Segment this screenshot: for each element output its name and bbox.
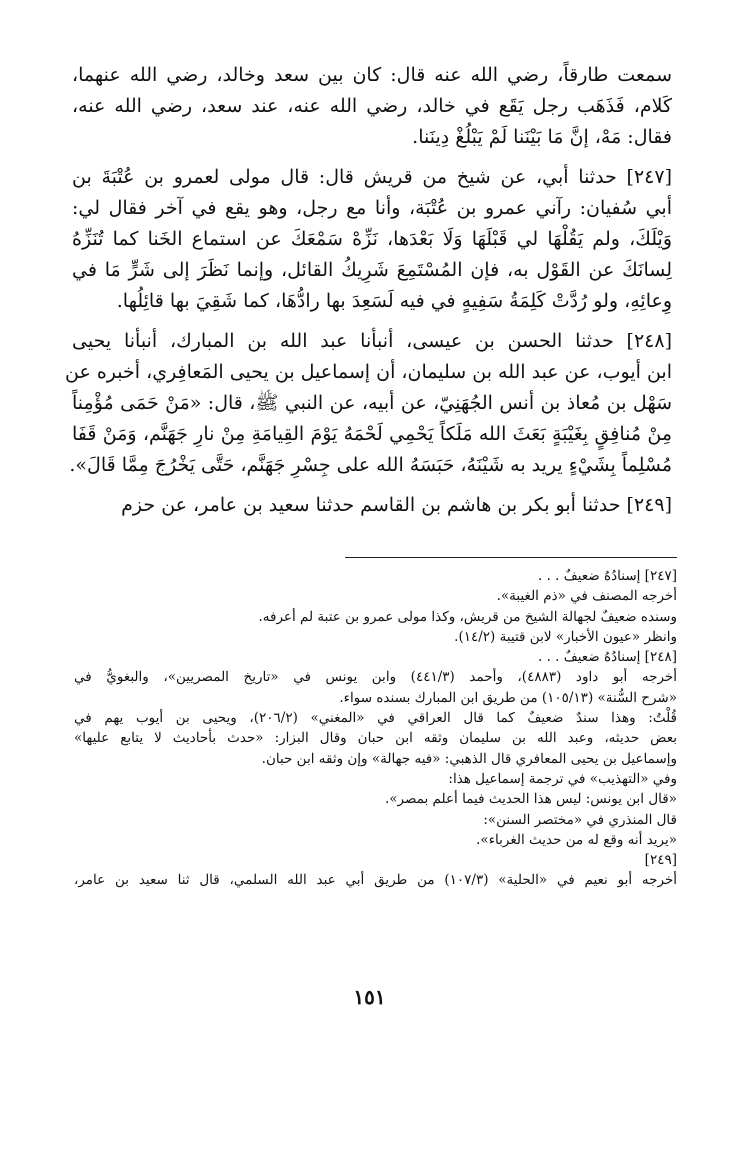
text-line: [٢٤٧] حدثنا أبي، عن شيخ من قريش قال: قال مولى لعمرو بن عُتْبَةَ بن	[72, 166, 672, 188]
footnote-line: [٢٤٨] إسنادُهُ ضعيفٌ . . .	[537, 649, 677, 666]
paragraph-1	[72, 60, 672, 153]
text-line: كَلام، فَذَهَب رجل يَقَع في خالد، رضي الله عنه، عند سعد، رضي الله عنه،	[72, 95, 672, 117]
text-line: مِنْ مُنافِقٍ بِغَيْبَةٍ بَعَثَ الله مَلَكاً يَحْمِي لَحْمَهُ يَوْمَ القِيامَةِ مِنْ نارِ جَهَنَّم، وَمَنْ قَفَا	[72, 423, 672, 445]
text-line: أبي سُفيان: رآني عمرو بن عُتْبَة، وأنا مع رجل، وهو يقع في آخر فقال لي:	[72, 197, 672, 219]
footnote-line: قال المنذري في «مختصر السنن»:	[483, 811, 677, 828]
footnote-divider	[345, 557, 677, 558]
footnote-line: وسنده ضعيفٌ لجهالة الشيخ من قريش، وكذا مولى عمرو بن عتبة لم أعرفه.	[258, 608, 677, 625]
text-line: ابن أيوب، عن عبد الله بن سليمان، أن إسماعيل بن يحيى المَعافِري، أخبره عن	[65, 361, 672, 383]
text-line: وَيْلَكَ، ولم يَقُلْهَا لي قَبْلَهَا وَلَا بَعْدَها، نَزِّهْ سَمْعَكَ عن استماع الخَنا كما تُنَزِّهُ	[72, 228, 672, 250]
footnote-line: وانظر «عيون الأخبار» لابن قتيبة (١٤/٢).	[454, 628, 677, 645]
footnote-line: أخرجه أبو نعيم في «الحلية» (١٠٧/٣) من طريق أبي عبد الله السلمي، قال ثنا سعيد بن عامر،	[74, 872, 677, 889]
footnote-line: أخرجه أبو داود (٤٨٨٣)، وأحمد (٤٤١/٣) وابن يونس في «تاريخ المصريين»، والبغويُّ في	[74, 669, 677, 686]
footnote-line: وإسماعيل بن يحيى المعافري قال الذهبي: «فيه جهالة» وإن وثقه ابن حبان.	[261, 750, 677, 767]
footnote-line: «شرح السُّنة» (١٠٥/١٣) من طريق ابن المبارك بسنده سواء.	[339, 689, 677, 706]
footnote-line: [٢٤٧] إسنادُهُ ضعيفٌ . . .	[537, 568, 677, 584]
main-text	[65, 60, 672, 530]
footnotes	[74, 566, 677, 891]
page-number: ١٥١	[353, 985, 386, 1009]
footnote-line: وفي «التهذيب» في ترجمة إسماعيل هذا:	[448, 770, 677, 787]
hadith-248	[65, 326, 672, 481]
text-line: لِسانَكَ عن القَوْل به، فإن المُسْتَمِعَ شَرِيكُ القائل، وإنما نَظَرَ إلى شَرٍّ مَا في	[72, 259, 672, 281]
text-line: مُسْلِماً بِشَيْءٍ يريد به شَيْنَهُ، حَبَسَهُ الله على جِسْرِ جَهَنَّم، حَتَّى يَخْرُجَ مِمَّا قَالَ».	[69, 454, 672, 476]
text-line: سَهْل بن مُعاذ بن أنس الجُهَنِيّ، عن أبيه، عن النبي ﷺ، قال: «مَنْ حَمَى مُؤْمِناً	[72, 392, 672, 414]
text-line: وِعائِهِ، ولو رُدَّتْ كَلِمَةُ سَفِيهٍ في فيه لَسَعِدَ بها رادُّهَا، كما شَقِيَ بها قائِلُها.	[116, 290, 672, 312]
footnote-line: [٢٤٩]	[644, 852, 677, 869]
footnote-line: «يريد أنه وقع له من حديث الغرباء».	[476, 831, 677, 848]
footnote-line: بعض حديثه، وعبد الله بن سليمان وثقه ابن حبان وقال البزار: «حدث بأحاديث لا يتابع عليها»	[74, 730, 677, 747]
text-line: سمعت طارقاً، رضي الله عنه قال: كان بين سعد وخالد، رضي الله عنهما،	[72, 64, 672, 86]
footnote-line: قُلْتُ: وهذا سندٌ ضعيفٌ كما قال العراقي في «المغني» (٢٠٦/٢)، ويحيى بن أيوب يهم في	[74, 710, 677, 727]
footnote-line: أخرجه المصنف في «ذم الغيبة».	[496, 588, 677, 605]
footnote-line: «قال ابن يونس: ليس هذا الحديث فيما أعلم بمصر».	[384, 791, 677, 808]
text-line: [٢٤٩] حدثنا أبو بكر بن هاشم بن القاسم حدثنا سعيد بن عامر، عن حزم	[121, 494, 672, 516]
text-line: [٢٤٨] حدثنا الحسن بن عيسى، أنبأنا عبد الله بن المبارك، أنبأنا يحيى	[72, 330, 672, 352]
hadith-249	[72, 490, 672, 521]
text-line: فقال: مَهْ، إنَّ مَا بَيْنَنا لَمْ يَبْلُغْ دِينَنا.	[412, 126, 672, 148]
hadith-247	[72, 162, 672, 317]
